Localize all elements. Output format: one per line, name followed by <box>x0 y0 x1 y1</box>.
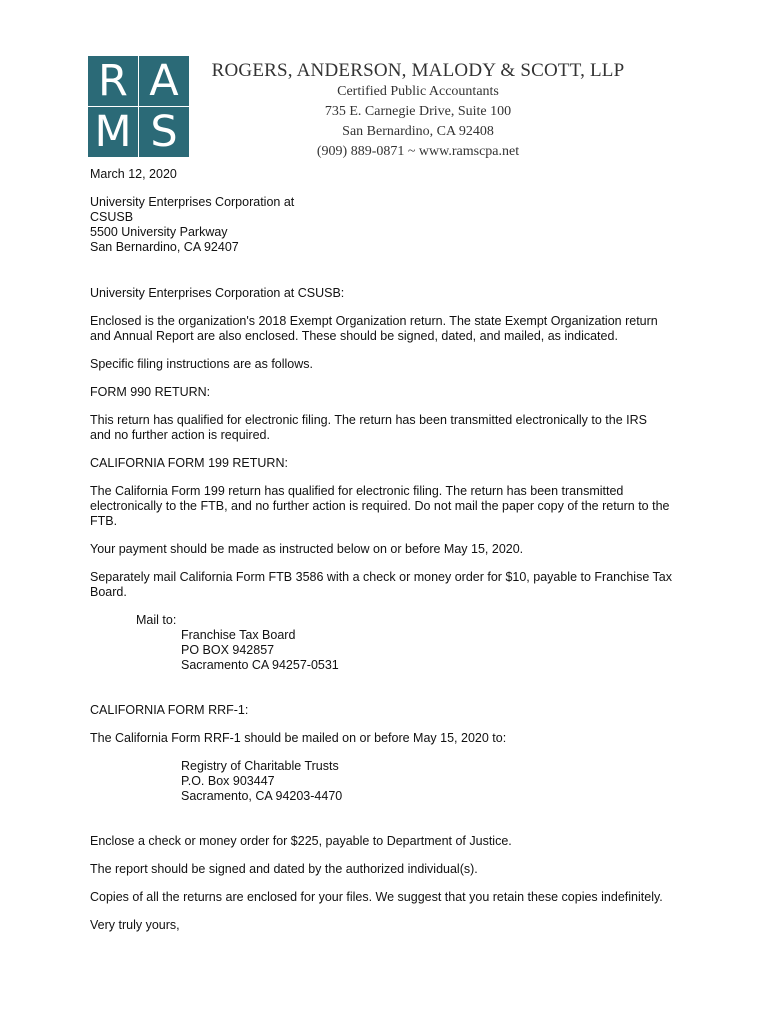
ca199-line: FTB. <box>90 514 118 528</box>
registry-address-line: P.O. Box 903447 <box>181 774 275 788</box>
copies-paragraph: Copies of all the returns are enclosed for your files. We suggest that you retain these copies indefinitely. <box>90 890 663 904</box>
rrf-heading: CALIFORNIA FORM RRF-1: <box>90 703 249 717</box>
form990-line: This return has qualified for electronic filing. The return has been transmitted electronically to the IRS <box>90 413 647 427</box>
logo-letter-r: R <box>88 56 138 106</box>
intro-paragraph <box>90 314 690 344</box>
form990-paragraph <box>90 413 690 443</box>
registry-address-line: Registry of Charitable Trusts <box>181 759 339 773</box>
salutation: University Enterprises Corporation at CSUSB: <box>90 286 345 300</box>
letter-date: March 12, 2020 <box>90 167 177 181</box>
registry-address-line: Sacramento, CA 94203-4470 <box>181 789 343 803</box>
mail-to-label: Mail to: <box>136 613 177 627</box>
intro-line: Enclosed is the organization's 2018 Exempt Organization return. The state Exempt Organization return <box>90 314 658 328</box>
form990-heading: FORM 990 RETURN: <box>90 385 211 399</box>
instructions-intro: Specific filing instructions are as follows. <box>90 357 314 371</box>
recipient-line: CSUSB <box>90 210 134 224</box>
ftb-address-line: Franchise Tax Board <box>181 628 296 642</box>
ftb-mailing-address <box>90 628 690 673</box>
ftb-address-line: PO BOX 942857 <box>181 643 275 657</box>
letter-body <box>90 167 690 933</box>
ca199-line: electronically to the FTB, and no further action is required. Do not mail the paper copy of the return to the <box>90 499 670 513</box>
ca199-paragraph <box>90 484 690 529</box>
recipient-address <box>90 195 690 255</box>
rrf-paragraph: The California Form RRF-1 should be mailed on or before May 15, 2020 to: <box>90 731 507 745</box>
firm-address-line-1: 735 E. Carnegie Drive, Suite 100 <box>324 104 512 119</box>
closing: Very truly yours, <box>90 918 180 932</box>
recipient-line: San Bernardino, CA 92407 <box>90 240 239 254</box>
payment-paragraph: Your payment should be made as instructed below on or before May 15, 2020. <box>90 542 524 556</box>
registry-mailing-address <box>90 759 690 804</box>
logo-letter-a: A <box>139 56 189 106</box>
enclose-paragraph: Enclose a check or money order for $225, payable to Department of Justice. <box>90 834 512 848</box>
form990-line: and no further action is required. <box>90 428 270 442</box>
sign-paragraph: The report should be signed and dated by the authorized individual(s). <box>90 862 478 876</box>
firm-name: ROGERS, ANDERSON, MALODY & SCOTT, LLP <box>211 60 625 81</box>
ftb-line: Board. <box>90 585 127 599</box>
firm-logo <box>88 56 189 157</box>
recipient-line: 5500 University Parkway <box>90 225 228 239</box>
intro-line: and Annual Report are also enclosed. These should be signed, dated, and mailed, as indicated. <box>90 329 618 343</box>
firm-address-line-2: San Bernardino, CA 92408 <box>342 124 494 139</box>
firm-tagline: Certified Public Accountants <box>337 84 499 99</box>
ca199-line: The California Form 199 return has qualified for electronic filing. The return has been transmitted <box>90 484 624 498</box>
firm-contact: (909) 889-0871 ~ www.ramscpa.net <box>316 144 520 159</box>
letterhead-block <box>206 60 630 162</box>
ca199-heading: CALIFORNIA FORM 199 RETURN: <box>90 456 288 470</box>
ftb-paragraph <box>90 570 690 600</box>
ftb-address-line: Sacramento CA 94257-0531 <box>181 658 339 672</box>
logo-letter-m: M <box>88 107 138 157</box>
logo-letter-s: S <box>139 107 189 157</box>
ftb-line: Separately mail California Form FTB 3586 with a check or money order for $10, payable to Franchise Tax <box>90 570 672 584</box>
recipient-line: University Enterprises Corporation at <box>90 195 295 209</box>
